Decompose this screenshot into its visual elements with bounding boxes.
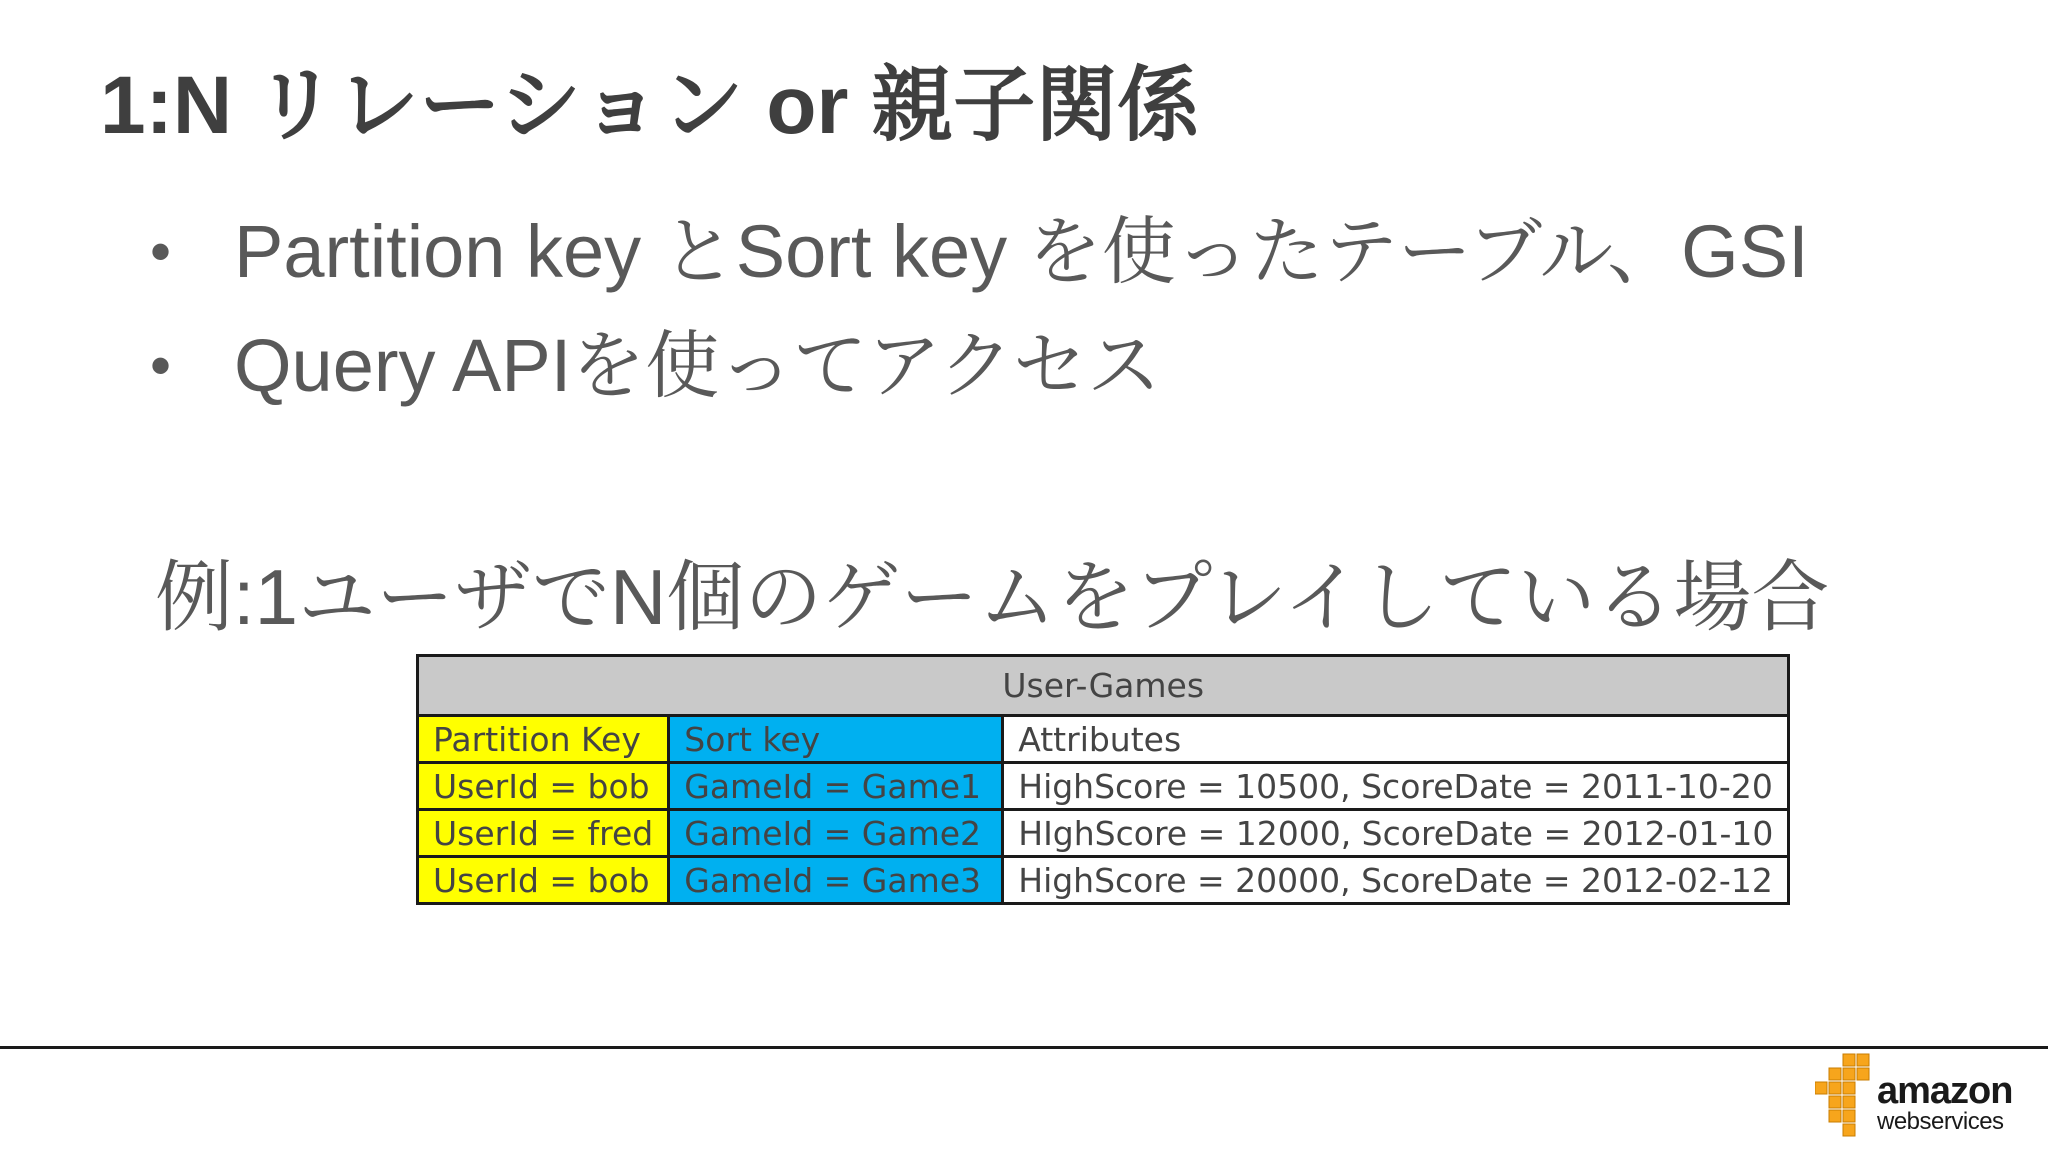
bullet-dot-icon: • (150, 332, 172, 399)
example-heading: 例:1ユーザでN個のゲームをプレイしている場合 (155, 553, 1830, 641)
header-partition-key: Partition Key (418, 716, 669, 763)
user-games-table-wrap (416, 654, 1790, 905)
aws-logo (1815, 1050, 2025, 1146)
bullet-item (150, 309, 1809, 423)
cell-attributes: HIghScore = 12000, ScoreDate = 2012-01-10 (1003, 810, 1789, 857)
table-title: User-Games (418, 656, 1789, 716)
aws-logo-word: amazon (1877, 1070, 2013, 1112)
cell-partition-key: UserId = fred (418, 810, 669, 857)
table-row (418, 810, 1789, 857)
bullet-list (150, 195, 1809, 423)
bullet-dot-icon: • (150, 218, 172, 285)
table-row (418, 763, 1789, 810)
cell-sort-key: GameId = Game3 (669, 857, 1003, 904)
table-title-row (418, 656, 1789, 716)
cell-attributes: HighScore = 20000, ScoreDate = 2012-02-12 (1003, 857, 1789, 904)
slide-title: 1:N リレーション or 親子関係 (100, 60, 1200, 151)
table-header-row (418, 716, 1789, 763)
cell-sort-key: GameId = Game2 (669, 810, 1003, 857)
cell-sort-key: GameId = Game1 (669, 763, 1003, 810)
table-row (418, 857, 1789, 904)
cell-partition-key: UserId = bob (418, 763, 669, 810)
bullet-text: Partition key とSort key を使ったテーブル、GSI (234, 210, 1809, 293)
header-attributes: Attributes (1003, 716, 1789, 763)
bullet-item (150, 195, 1809, 309)
user-games-table (416, 654, 1790, 905)
footer-divider (0, 1046, 2048, 1049)
aws-logo-sub: webservices (1877, 1108, 2004, 1135)
cell-partition-key: UserId = bob (418, 857, 669, 904)
bullet-text: Query APIを使ってアクセス (234, 324, 1162, 407)
cell-attributes: HighScore = 10500, ScoreDate = 2011-10-20 (1003, 763, 1789, 810)
header-sort-key: Sort key (669, 716, 1003, 763)
